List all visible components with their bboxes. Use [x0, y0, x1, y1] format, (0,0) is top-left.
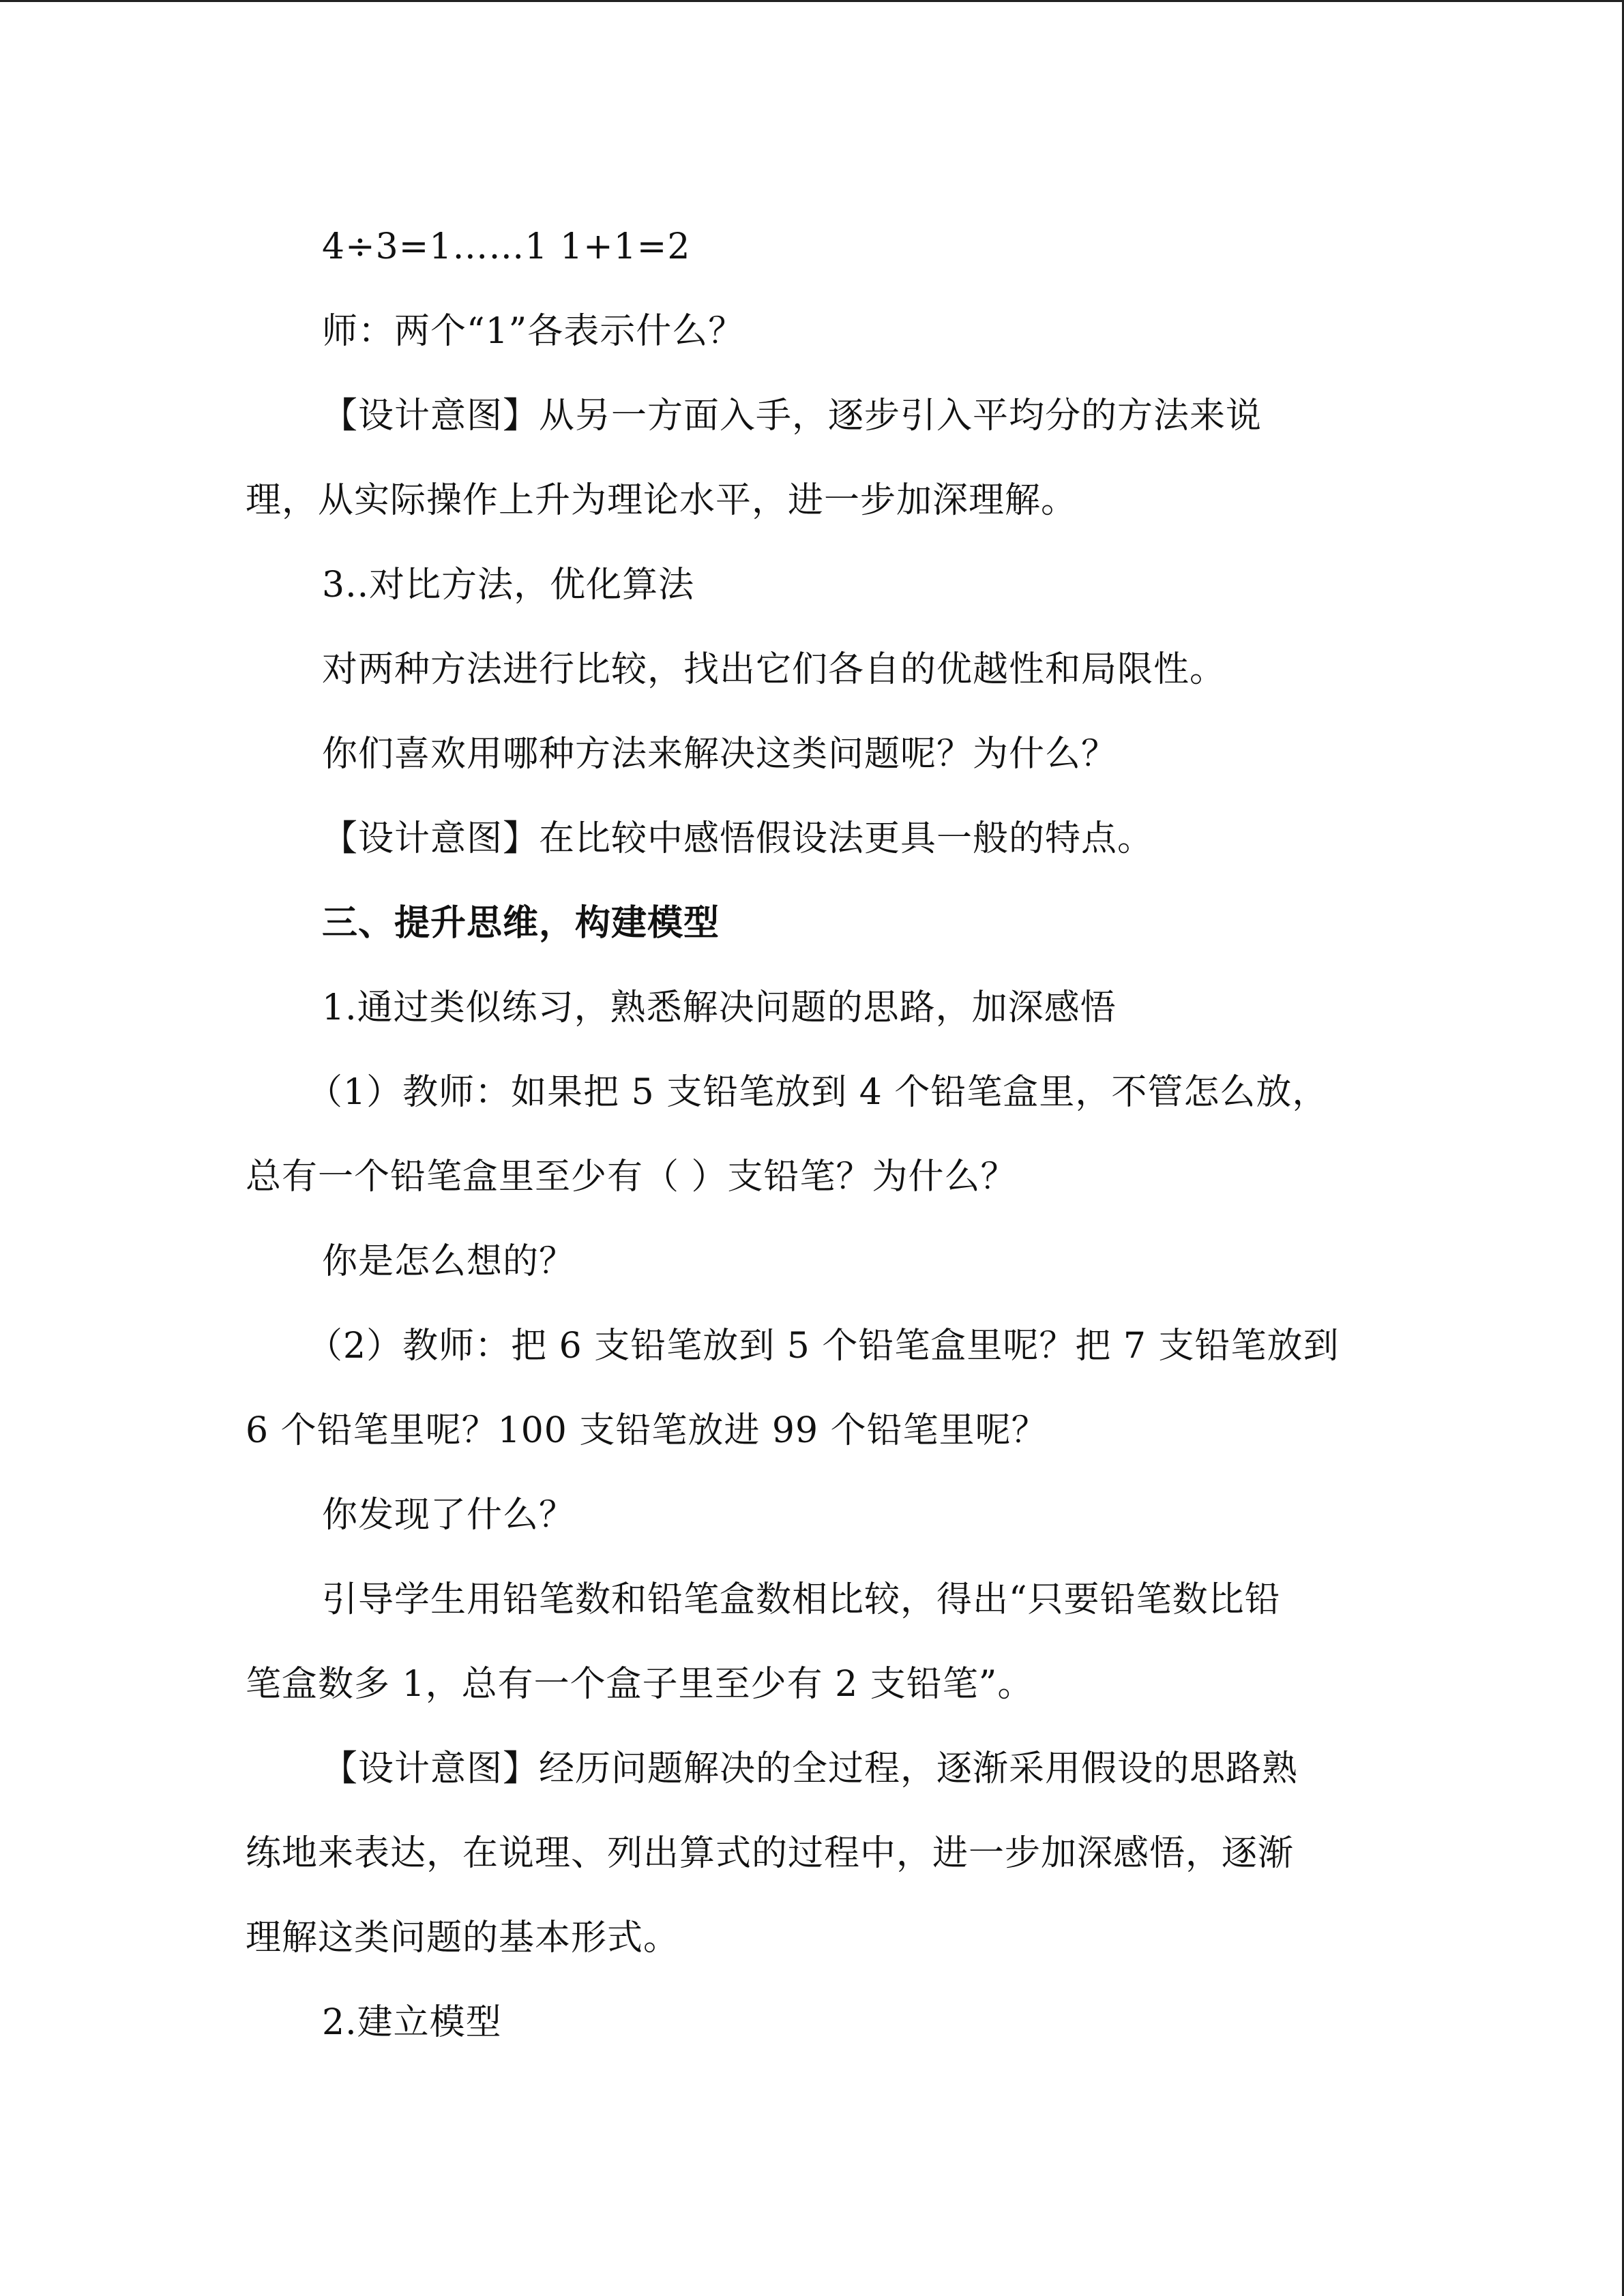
paragraph-line: 理解这类问题的基本形式。 — [246, 1918, 680, 1958]
design-intent-line: 【设计意图】从另一方面入手，逐步引入平均分的方法来说 — [322, 396, 1263, 436]
paragraph-line: 总有一个铅笔盒里至少有（ ）支铅笔？为什么？ — [246, 1157, 1017, 1197]
paragraph-line: （2）教师：把 6 支铅笔放到 5 个铅笔盒里呢？把 7 支铅笔放到 — [307, 1326, 1340, 1367]
subheading-line: 1.通过类似练习，熟悉解决问题的思路，加深感悟 — [322, 987, 1117, 1028]
design-intent-line: 【设计意图】经历问题解决的全过程，逐渐采用假设的思路熟 — [322, 1748, 1299, 1789]
paragraph-line: 笔盒数多 1，总有一个盒子里至少有 2 支铅笔”。 — [246, 1664, 1034, 1705]
paragraph-line: 练地来表达，在说理、列出算式的过程中，进一步加深感悟，逐渐 — [246, 1833, 1295, 1874]
subheading-line: 3..对比方法，优化算法 — [322, 565, 695, 606]
paragraph-line: 理，从实际操作上升为理论水平，进一步加深理解。 — [246, 480, 1078, 521]
section-heading: 三、提升思维，构建模型 — [322, 902, 720, 944]
paragraph-line: 你发现了什么？ — [322, 1495, 576, 1536]
paragraph-line: 6 个铅笔里呢？100 支铅笔放进 99 个铅笔里呢？ — [246, 1410, 1048, 1451]
paragraph-line: （1）教师：如果把 5 支铅笔放到 4 个铅笔盒里，不管怎么放， — [307, 1072, 1329, 1113]
paragraph-line: 师：两个“1”各表示什么？ — [322, 311, 745, 352]
document-body — [246, 205, 1378, 2065]
paragraph-line: 你是怎么想的？ — [322, 1241, 576, 1282]
page-border-top — [0, 0, 1624, 2]
formula-line: 4÷3=1……1 1+1=2 — [322, 226, 691, 267]
design-intent-line: 【设计意图】在比较中感悟假设法更具一般的特点。 — [322, 818, 1154, 859]
subheading-line: 2.建立模型 — [322, 2002, 502, 2043]
paragraph-line: 引导学生用铅笔数和铅笔盒数相比较，得出“只要铅笔数比铅 — [322, 1579, 1281, 1620]
paragraph-line: 对两种方法进行比较，找出它们各自的优越性和局限性。 — [322, 649, 1226, 690]
paragraph-line: 你们喜欢用哪种方法来解决这类问题呢？为什么？ — [322, 734, 1118, 775]
